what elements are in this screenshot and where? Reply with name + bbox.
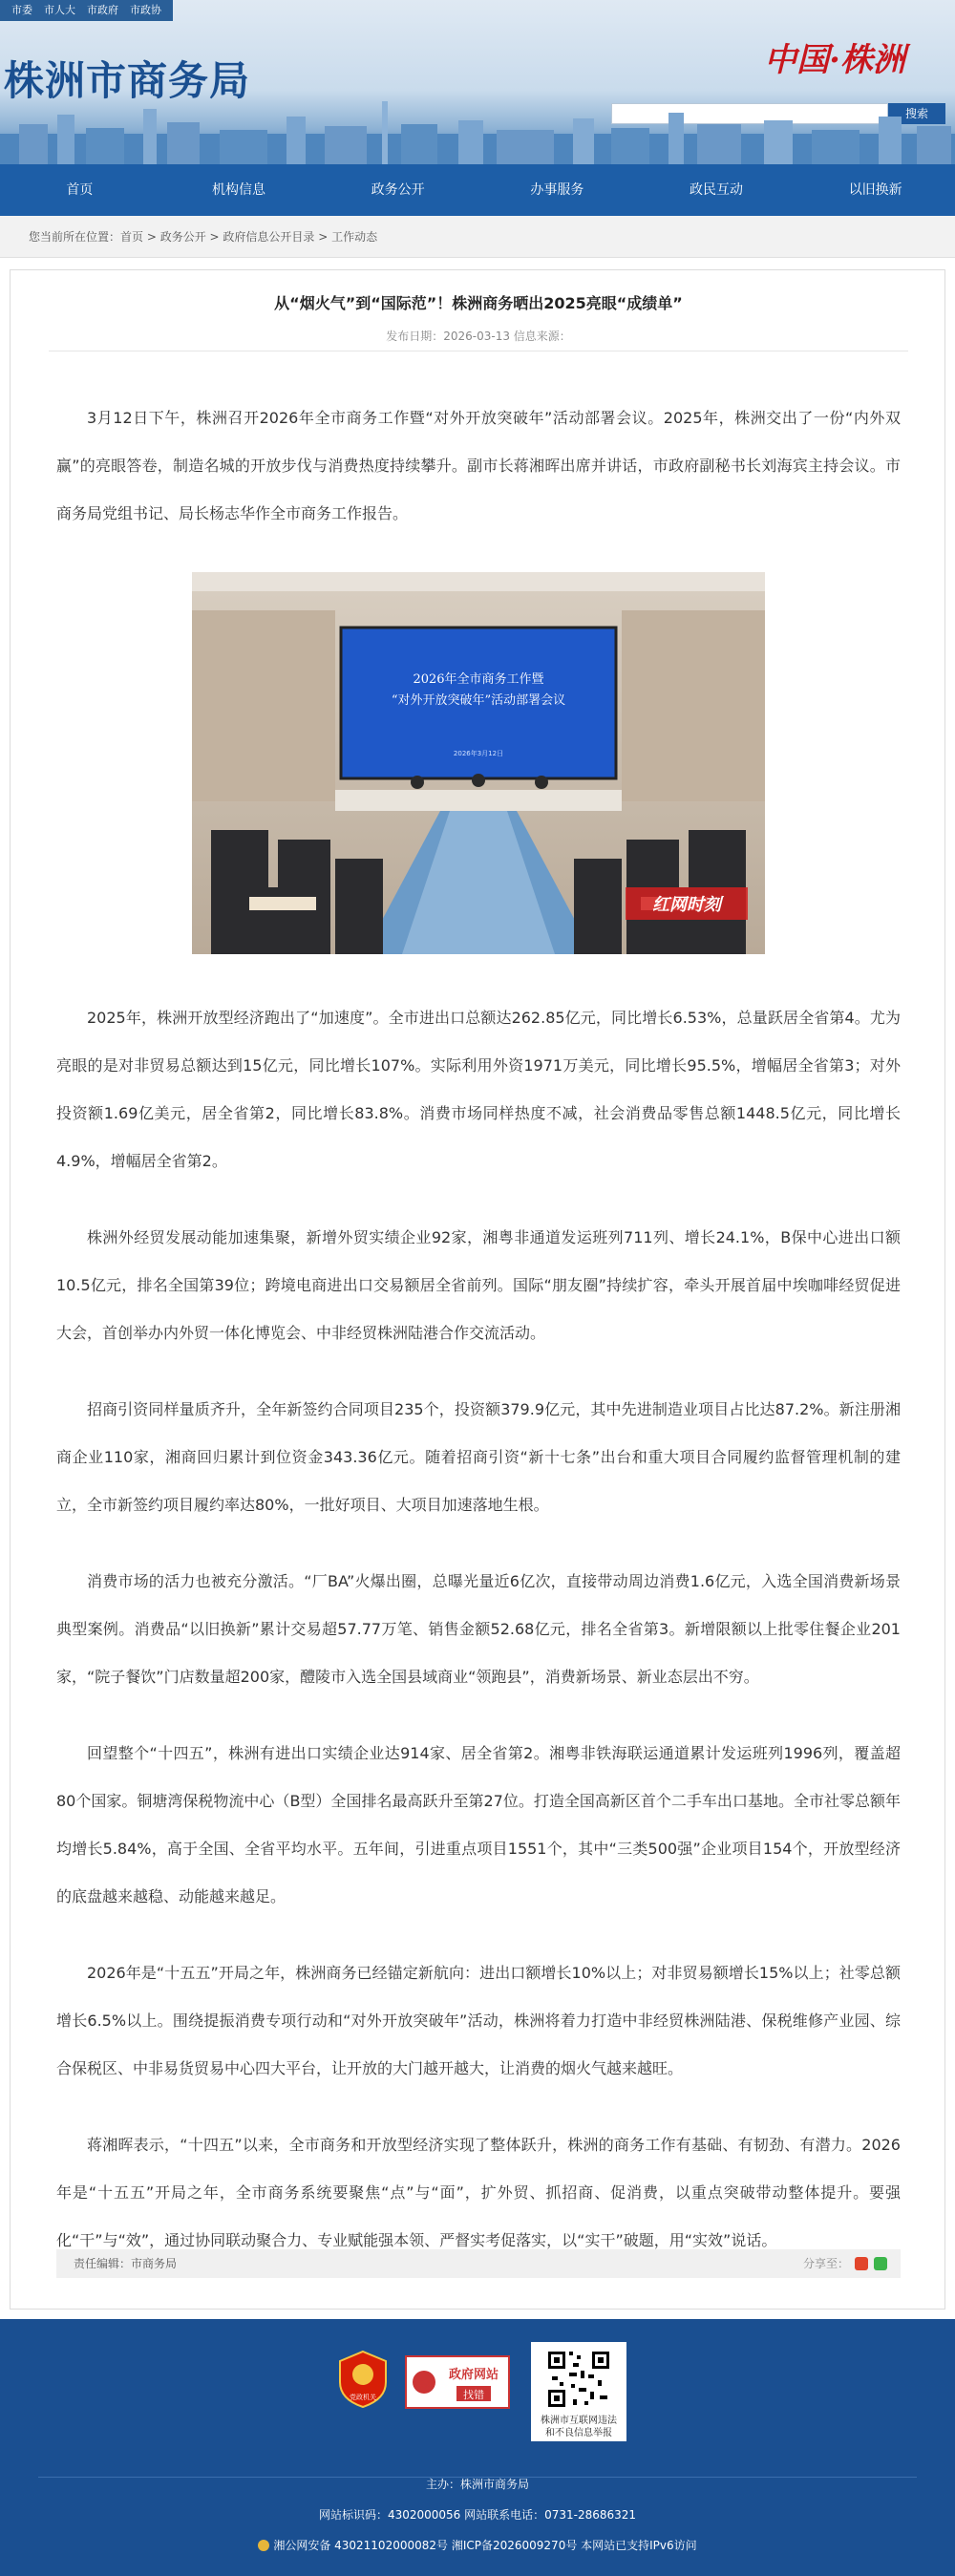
qr-label-line1: 株洲市互联网违法 <box>541 2416 617 2426</box>
share-label: 分享至： <box>802 2257 849 2270</box>
breadcrumb <box>0 216 955 258</box>
search-button[interactable]: 搜索 <box>888 103 945 124</box>
footer-record <box>0 2537 955 2553</box>
top-link-3[interactable]: 市政府 <box>87 4 118 16</box>
share-area <box>803 2249 887 2278</box>
site-header <box>0 0 955 164</box>
footer-site-id: 网站标识码：4302000056 网站联系电话：0731-28686321 <box>318 2508 637 2522</box>
site-footer <box>0 2319 955 2576</box>
nav-trade-in[interactable]: 以旧换新 <box>848 182 902 198</box>
screen-title-line1: 2026年全市商务工作暨 <box>413 672 544 687</box>
emblem-text: 党政机关 <box>350 2394 376 2401</box>
main-nav <box>0 164 955 216</box>
nav-government-affairs[interactable]: 政务公开 <box>371 182 425 198</box>
article-meta: 发布日期：2026-03-13 信息来源： <box>386 330 571 343</box>
police-badge-icon <box>258 2540 269 2551</box>
article-paragraph: 2026年是“十五五”开局之年，株洲商务已经锚定新航向：进出口额增长10%以上；对非贸易额增长15%以上；社零总额增长6.5%以上。围绕提振消费专项行动和“对外开放突破年”活动，株洲将着力打造中非经贸株洲陆港、保税维修产业园、综合保税区、中非易货贸易中心四大平台，让开放的大门越开越大，让消费的烟火气越来越旺。 <box>56 1964 901 2077</box>
nav-interaction[interactable]: 政民互动 <box>690 182 744 198</box>
top-link-4[interactable]: 市政协 <box>130 4 161 16</box>
article-paragraph: 3月12日下午，株洲召开2026年全市商务工作暨“对外开放突破年”活动部署会议。2025年，株洲交出了一份“内外双赢”的亮眼答卷，制造名城的开放步伐与消费热度持续攀升。副市长蒋湘晖出席并讲话，市政府副秘书长刘海宾主持会议。市商务局党组书记、局长杨志华作全市商务工作报告。 <box>56 409 901 522</box>
gov-site-line1: 政府网站 <box>448 2368 499 2382</box>
wechat-share-icon[interactable] <box>874 2257 887 2270</box>
article-paragraph: 株洲外经贸发展动能加速集聚，新增外贸实绩企业92家，湘粤非通道发运班列711列、增长24.1%，B保中心进出口额10.5亿元，排名全国第39位；跨境电商进出口交易额居全省前列。国际“朋友圈”持续扩容，牵头开展首届中埃咖啡经贸促进大会，首创举办内外贸一体化博览会、中非经贸株洲陆港合作交流活动。 <box>56 1228 901 1342</box>
article-content <box>56 394 901 2265</box>
screen-date: 2026年3月12日 <box>453 750 504 757</box>
gov-site-badge <box>407 2357 508 2407</box>
city-skyline-banner <box>0 96 955 164</box>
brand-text: 中国·株洲 <box>764 41 905 79</box>
nav-home[interactable]: 首页 <box>66 182 94 198</box>
gov-site-error-report[interactable] <box>405 2355 510 2409</box>
article-paragraph: 蒋湘晖表示，“十四五”以来，全市商务和开放型经济实现了整体跃升，株洲的商务工作有基础、有韧劲、有潜力。2026年是“十五五”开局之年，全市商务系统要聚焦“点”与“面”，扩外贸、抓招商、促消费，以重点突破带动整体提升。要强化“干”与“效”，通过协同联动聚合力、专业赋能强本领、严督实考促落实，以“实干”破题，用“实效”说话。 <box>56 2136 901 2249</box>
party-government-emblem-icon[interactable] <box>336 2350 390 2409</box>
zhuzhou-brand-logo <box>749 31 921 86</box>
top-link-2[interactable]: 市人大 <box>44 4 75 16</box>
breadcrumb-gov-affairs[interactable]: 政务公开 <box>159 230 206 244</box>
article-title: 从“烟火气”到“国际范”！株洲商务晒出2025亮眼“成绩单” <box>274 294 683 312</box>
footer-record-text[interactable]: 湘公网安备 43021102000082号 湘ICP备2026009270号 本网站已支持IPv6访问 <box>273 2539 697 2552</box>
editor-bar <box>56 2249 901 2278</box>
footer-host: 主办：株洲市商务局 <box>425 2478 529 2491</box>
photo-watermark: 红网时刻 <box>652 895 721 915</box>
article-paragraph: 消费市场的活力也被充分激活。“厂BA”火爆出圈，总曝光量近6亿次，直接带动周边消费1.6亿元，入选全国消费新场景典型案例。消费品“以旧换新”累计交易超57.77万笔、销售金额52.68亿元，排名全省第3。新增限额以上批零住餐企业201家，“院子餐饮”门店数量超200家，醴陵市入选全国县域商业“领跑县”，消费新场景、新业态层出不穷。 <box>56 1572 901 1686</box>
breadcrumb-sep: > <box>205 230 223 244</box>
meeting-photo <box>192 572 765 954</box>
breadcrumb-work-news[interactable]: 工作动态 <box>331 230 378 244</box>
breadcrumb-sep: > <box>143 230 160 244</box>
qr-label-line2: 和不良信息举报 <box>545 2428 612 2438</box>
breadcrumb-sep: > <box>314 230 332 244</box>
nav-organization[interactable]: 机构信息 <box>212 182 265 198</box>
top-link-1[interactable]: 市委 <box>11 4 32 16</box>
article-paragraph: 招商引资同样量质齐升，全年新签约合同项目235个，投资额379.9亿元，其中先进制造业项目占比达87.2%。新注册湘商企业110家，湘商回归累计到位资金343.36亿元。随着招商引资“新十七条”出台和重大项目合同履约监督管理机制的建立，全市新签约项目履约率达80%，一批好项目、大项目加速落地生根。 <box>56 1400 901 1514</box>
responsible-editor: 责任编辑：市商务局 <box>74 2257 178 2270</box>
breadcrumb-home[interactable]: 首页 <box>120 230 144 244</box>
screen-title-line2: “对外开放突破年”活动部署会议 <box>391 693 566 708</box>
article-paragraph: 回望整个“十四五”，株洲有进出口实绩企业达914家、居全省第2。湘粤非铁海联运通道累计发运班列1996列，覆盖超80个国家。铜塘湾保税物流中心（B型）全国排名最高跃升至第27位。打造全国高新区首个二手车出口基地。全市社零总额年均增长5.84%，高于全国、全省平均水平。五年间，引进重点项目1551个，其中“三类500强”企业项目154个，开放型经济的底盘越来越稳、动能越来越足。 <box>56 1744 901 1905</box>
gov-site-line2: 找错 <box>463 2389 484 2401</box>
qr-code-icon <box>531 2342 626 2415</box>
meeting-photo-image <box>192 572 765 954</box>
article-panel <box>10 269 945 2310</box>
nav-services[interactable]: 办事服务 <box>530 182 584 198</box>
site-title[interactable]: 株洲市商务局 <box>4 57 251 104</box>
breadcrumb-info-catalog[interactable]: 政府信息公开目录 <box>223 230 315 244</box>
weibo-share-icon[interactable] <box>855 2257 868 2270</box>
top-links <box>0 0 173 21</box>
article-paragraph: 2025年，株洲开放型经济跑出了“加速度”。全市进出口总额达262.85亿元，同比增长6.53%，总量跃居全省第4。尤为亮眼的是对非贸易总额达到15亿元，同比增长107%。实际利用外资1971万美元，同比增长95.5%，增幅居全省第3；对外投资额1.69亿美元，居全省第2，同比增长83.8%。消费市场同样热度不减，社会消费品零售总额1448.5亿元，同比增长4.9%，增幅居全省第2。 <box>56 1009 901 1170</box>
qr-label <box>531 2413 626 2441</box>
breadcrumb-prefix: 您当前所在位置： <box>29 230 121 244</box>
